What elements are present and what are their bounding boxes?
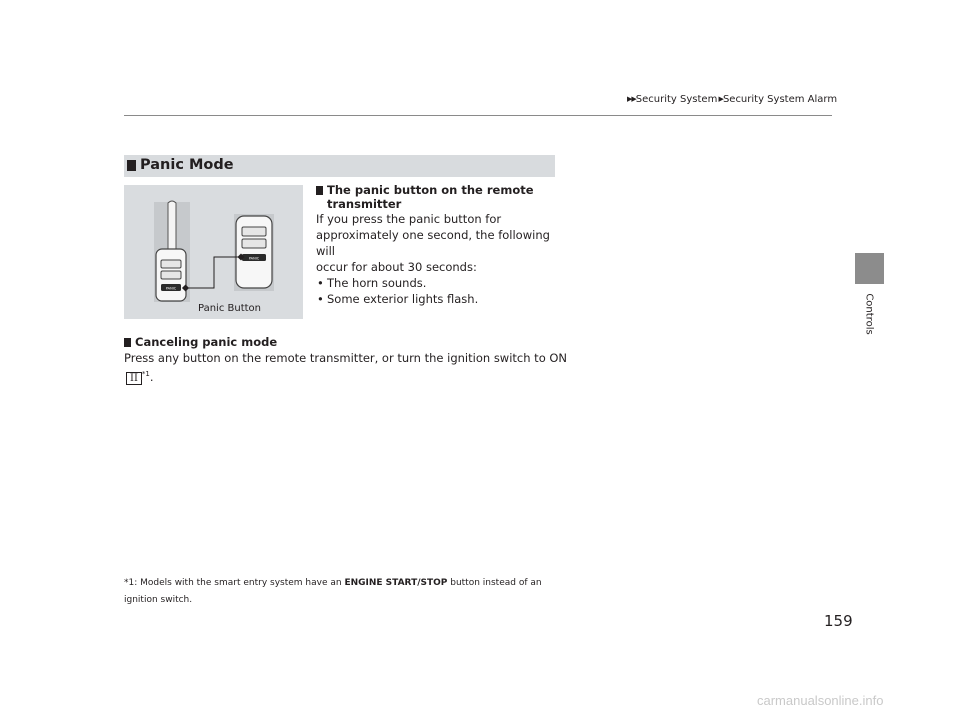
panic-button-description [316, 183, 561, 307]
panic-button-text-2: PANIC [248, 256, 260, 261]
watermark-link[interactable]: carmanualsonline.info [757, 693, 884, 708]
bullet-item: • Some exterior lights flash. [316, 291, 561, 307]
breadcrumb-arrow-icon: ▶ [717, 95, 723, 103]
footnote-line1 [124, 575, 564, 592]
footnote-text-after: button instead of an [447, 578, 542, 588]
canceling-text [124, 350, 584, 385]
bullet-item: • The horn sounds. [316, 275, 561, 291]
remote-keys-illustration [124, 185, 303, 319]
chapter-tab [855, 253, 884, 284]
header-rule [124, 115, 832, 116]
breadcrumb [627, 94, 838, 105]
breadcrumb-arrow-icon: ▶▶ [627, 95, 636, 103]
canceling-section [124, 335, 584, 385]
subsection-heading-line1: The panic button on the remote [327, 183, 534, 197]
footnote [124, 575, 564, 609]
footnote-text: Models with the smart entry system have an [137, 578, 345, 588]
breadcrumb-item-security-system-alarm[interactable]: Security System Alarm [722, 94, 838, 105]
section-title: Panic Mode [140, 157, 234, 173]
panic-body-line2: approximately one second, the following will [316, 228, 550, 258]
subsection-heading [316, 183, 561, 211]
section-header [124, 155, 555, 177]
ignition-position-badge: II [126, 372, 142, 385]
panic-body-line3: occur for about 30 seconds: [316, 260, 477, 274]
page-number: 159 [824, 612, 853, 630]
footnote-bold: ENGINE START/STOP [344, 578, 448, 588]
figure-caption: Panic Button [198, 303, 261, 314]
subsection-square-icon [124, 338, 131, 347]
canceling-heading-text: Canceling panic mode [135, 335, 278, 349]
subsection-heading-line2: transmitter [327, 197, 402, 211]
breadcrumb-item-security-system[interactable]: Security System [635, 94, 718, 105]
panic-button-text-1: PANIC [165, 286, 177, 291]
footnote-line2: ignition switch. [124, 595, 193, 605]
section-square-icon [127, 160, 136, 171]
panic-body-line1: If you press the panic button for [316, 212, 502, 226]
footnote-marker: *1: [124, 578, 138, 588]
key-figure [124, 185, 303, 319]
footnote-reference[interactable]: *1 [141, 370, 150, 378]
canceling-heading [124, 335, 584, 349]
canceling-body: Press any button on the remote transmitter, or turn the ignition switch to ON [124, 351, 568, 365]
subsection-square-icon [316, 186, 323, 195]
sentence-end: . [149, 369, 154, 384]
chapter-label: Controls [863, 293, 875, 335]
